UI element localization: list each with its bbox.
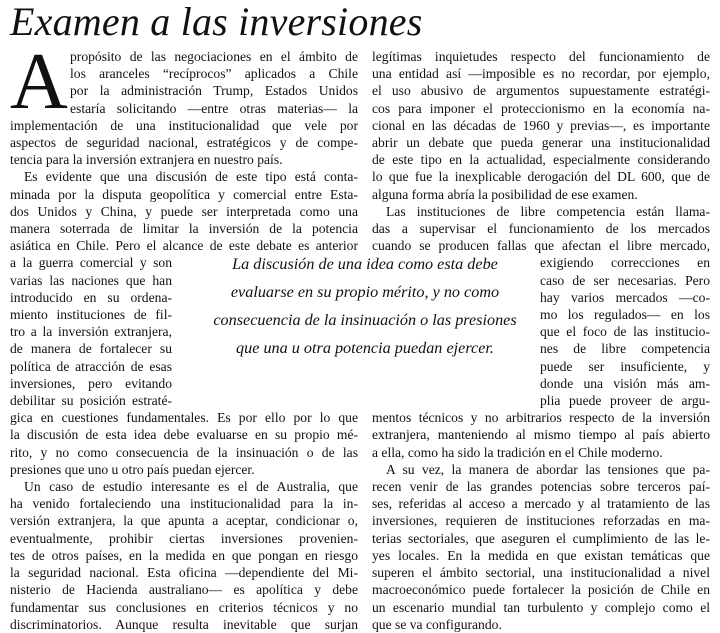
text-line: das a supervisar el funcionamiento de los mercados: [372, 221, 710, 237]
text-line: caso de ser necesarias. Pero: [540, 272, 710, 288]
text-line: hay varios mercados —co-: [540, 289, 710, 305]
text-line: la seguridad nacional. Esta oficina —dependiente del Mi-: [10, 565, 358, 581]
text-line: versión extranjera, la que apunta a aceptar, condicionar o,: [10, 513, 358, 529]
pull-quote-line: consecuencia de la insinuación o las presiones: [213, 311, 517, 329]
text-line: que se va configurando.: [372, 616, 502, 632]
text-line: el uso abusivo de argumentos supuestamente estratégi-: [372, 83, 710, 99]
text-line: cos para imponer el proteccionismo en la economía na-: [372, 100, 710, 116]
text-line: Las instituciones de libre competencia están llama-: [386, 203, 710, 219]
text-line: manera soterrada de limitar la inversión de la potencia: [10, 221, 358, 237]
text-line: rito, y no como consecuencia de la insinuación o de las: [10, 444, 358, 460]
text-line: nes de libre competencia: [540, 341, 710, 357]
text-line: asiática en Chile. Pero el alcance de este debate es anterior: [10, 238, 358, 254]
text-line: de manera de fortalecer su: [10, 341, 172, 357]
text-line: inversiones, requieren de instituciones reforzadas en ma-: [372, 513, 710, 529]
text-line: inversiones, pero evitando: [10, 375, 172, 391]
text-line: que el foco de las institucio-: [540, 324, 710, 340]
text-line: ses, referidas al acceso a mercado y al tratamiento de las: [372, 496, 710, 512]
text-line: discriminatorios. Aunque resulta inevitable que surjan: [10, 616, 358, 632]
text-line: un escenario mundial tan turbulento y complejo como el: [372, 599, 710, 615]
text-line: mo los regulados— en los: [540, 307, 710, 323]
text-line: puede ser insuficiente, y: [540, 358, 710, 374]
text-line: yes locales. En la medida en que existan temáticas que: [372, 547, 710, 563]
article-title: Examen a las inversiones: [10, 0, 423, 44]
drop-cap: A: [10, 38, 68, 126]
text-line: gica en cuestiones fundamentales. Es por ello por lo que: [10, 410, 358, 426]
text-line: los aranceles “recíprocos” aplicados a Chile: [70, 66, 358, 82]
intro-paragraph: [10, 38, 358, 168]
text-line: nisterio de Hacienda australiano— es apolítica y debe: [10, 582, 358, 598]
text-line: debilitar su posición estraté-: [10, 393, 172, 409]
text-line: cional en las décadas de 1960 y previas—, es importante: [372, 117, 710, 133]
text-line: varias las naciones que han: [10, 272, 172, 288]
text-line: estaría solicitando —entre otras materias— la: [70, 100, 358, 116]
text-line: abrir un debate que pueda generar una institucionalidad: [372, 135, 710, 151]
text-line: tencia para la inversión extranjera en nuestro país.: [10, 152, 283, 168]
text-line: por la administración Trump, Estados Unidos: [70, 83, 358, 99]
text-line: donde una visión más am-: [540, 375, 710, 391]
text-line: propósito de las negociaciones en el ámbito de: [70, 49, 358, 64]
text-line: ha venido fortaleciendo una institucionalidad para la in-: [10, 496, 358, 512]
pull-quote-line: que una u otra potencia puedan ejercer.: [236, 339, 494, 357]
text-line: exigiendo correcciones en: [540, 255, 710, 271]
pull-quote-line: La discusión de una idea como esta debe: [232, 255, 498, 273]
text-line: fundamentar sus conclusiones en criterios técnicos y no: [10, 599, 358, 615]
text-line: macroeconómico puede fortalecer la posición de Chile en: [372, 582, 710, 598]
text-line: tes de otros países, en la medida en que pongan en riesgo: [10, 547, 358, 563]
text-line: política de atracción de esas: [10, 358, 172, 374]
text-line: a ella, como ha sido la tradición en el Chile moderno.: [372, 444, 663, 460]
text-line: cuando se producen fallas que afectan el libre mercado,: [372, 238, 710, 254]
text-line: superen el ámbito sectorial, una institucionalidad a nivel: [372, 565, 710, 581]
text-line: A su vez, la manera de abordar las tensiones que pa-: [386, 461, 710, 477]
text-line: implementación de una institucionalidad que vele por: [10, 117, 358, 133]
text-line: extranjera, manteniendo al mismo tiempo al país abierto: [372, 427, 710, 443]
text-line: terias sectoriales, que aseguren el cumplimiento de las le-: [372, 530, 710, 546]
text-line: Un caso de estudio interesante es el de Australia, que: [24, 479, 358, 495]
text-line: minada por la disputa geopolítica y comercial entre Esta-: [10, 186, 358, 202]
text-line: a la guerra comercial y son: [10, 255, 172, 271]
text-line: alguna forma abría la posibilidad de ese examen.: [372, 186, 638, 202]
text-line: aspectos de seguridad nacional, estratégicos y de compe-: [10, 135, 358, 151]
text-line: miento instituciones de fil-: [10, 307, 172, 323]
pull-quote-line: evaluarse en su propio mérito, y no como: [230, 283, 500, 301]
text-line: dos Unidos y China, y puede ser interpretada como una: [10, 203, 358, 219]
text-line: mentos técnicos y no arbitrarios respecto de la inversión: [372, 410, 710, 426]
pull-quote: [205, 250, 525, 362]
text-line: una entidad así —imposible es no recordar, por ejemplo,: [372, 66, 710, 82]
text-line: eventualmente, prohibir ciertas inversiones provenien-: [10, 530, 358, 546]
text-line: de este tipo en la actualidad, especialmente considerando: [372, 152, 710, 168]
text-line: la discusión de esta idea debe evaluarse en su propio mé-: [10, 427, 358, 443]
text-line: lo que fue la inexplicable derogación del DL 600, que de: [372, 169, 710, 185]
text-line: introducido en su ordena-: [10, 289, 172, 305]
text-line: tro a la inversión extranjera,: [10, 324, 172, 340]
text-line: plia puede proveer de argu-: [540, 393, 710, 409]
text-line: recen venir de las grandes potencias sobre terceros paí-: [372, 479, 710, 495]
text-line: Es evidente que una discusión de este tipo está conta-: [24, 169, 358, 185]
text-line: legítimas inquietudes respecto del funcionamiento de: [372, 49, 710, 64]
text-line: presiones que uno u otro país puedan ejercer.: [10, 461, 255, 477]
